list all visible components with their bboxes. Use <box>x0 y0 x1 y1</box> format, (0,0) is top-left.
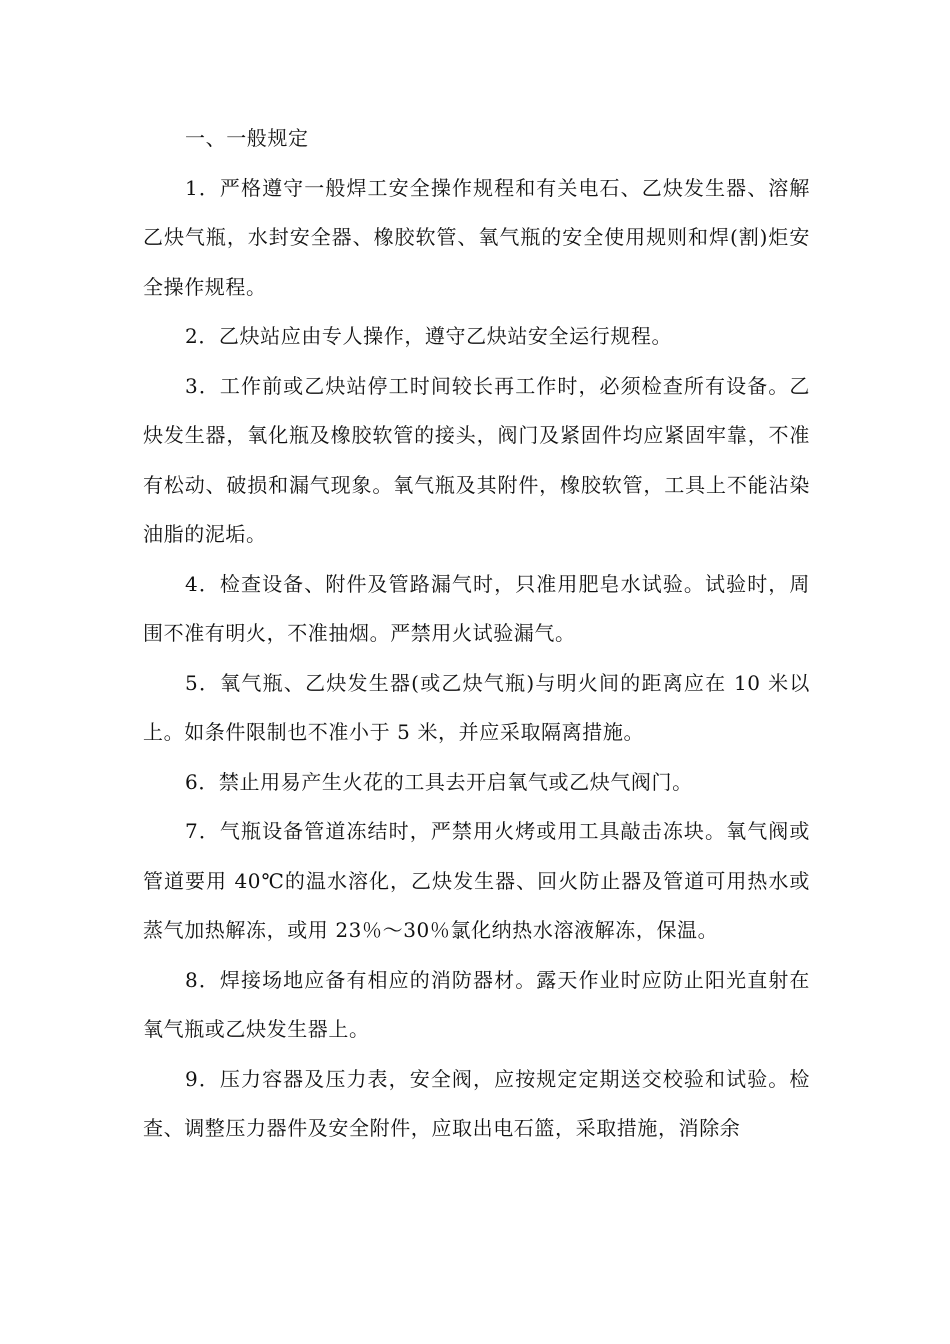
paragraph-4: 4．检查设备、附件及管路漏气时，只准用肥皂水试验。试验时，周围不准有明火，不准抽烟。严禁用火试验漏气。 <box>143 571 810 645</box>
document-body <box>143 114 810 1154</box>
section-heading: 一、一般规定 <box>185 126 309 150</box>
paragraph-7: 7．气瓶设备管道冻结时，严禁用火烤或用工具敲击冻块。氧气阀或管道要用 40℃的温水溶化，乙炔发生器、回火防止器及管道可用热水或蒸气加热解冻，或用 23％～30％氯化纳热水溶液解冻，保温。 <box>143 819 810 942</box>
paragraph-2: 2．乙炔站应由专人操作，遵守乙炔站安全运行规程。 <box>185 324 673 348</box>
paragraph-5: 5．氧气瓶、乙炔发生器(或乙炔气瓶)与明火间的距离应在 10 米以上。如条件限制也不准小于 5 米，并应采取隔离措施。 <box>143 670 810 744</box>
paragraph-6: 6．禁止用易产生火花的工具去开启氧气或乙炔气阀门。 <box>185 769 693 794</box>
paragraph-8: 8．焊接场地应备有相应的消防器材。露天作业时应防止阳光直射在氧气瓶或乙炔发生器上。 <box>143 967 810 1041</box>
paragraph-1: 1．严格遵守一般焊工安全操作规程和有关电石、乙炔发生器、溶解乙炔气瓶，水封安全器、橡胶软管、氧气瓶的安全使用规则和焊(割)炬安全操作规程。 <box>143 175 810 299</box>
paragraph-9: 9．压力容器及压力表，安全阀，应按规定定期送交校验和试验。检查、调整压力器件及安全附件，应取出电石篮，采取措施，消除余 <box>143 1066 810 1140</box>
paragraph-3: 3．工作前或乙炔站停工时间较长再工作时，必须检查所有设备。乙炔发生器，氧化瓶及橡胶软管的接头，阀门及紧固件均应紧固牢靠，不准有松动、破损和漏气现象。氧气瓶及其附件，橡胶软管，工具上不能沾染油脂的泥垢。 <box>143 373 810 546</box>
